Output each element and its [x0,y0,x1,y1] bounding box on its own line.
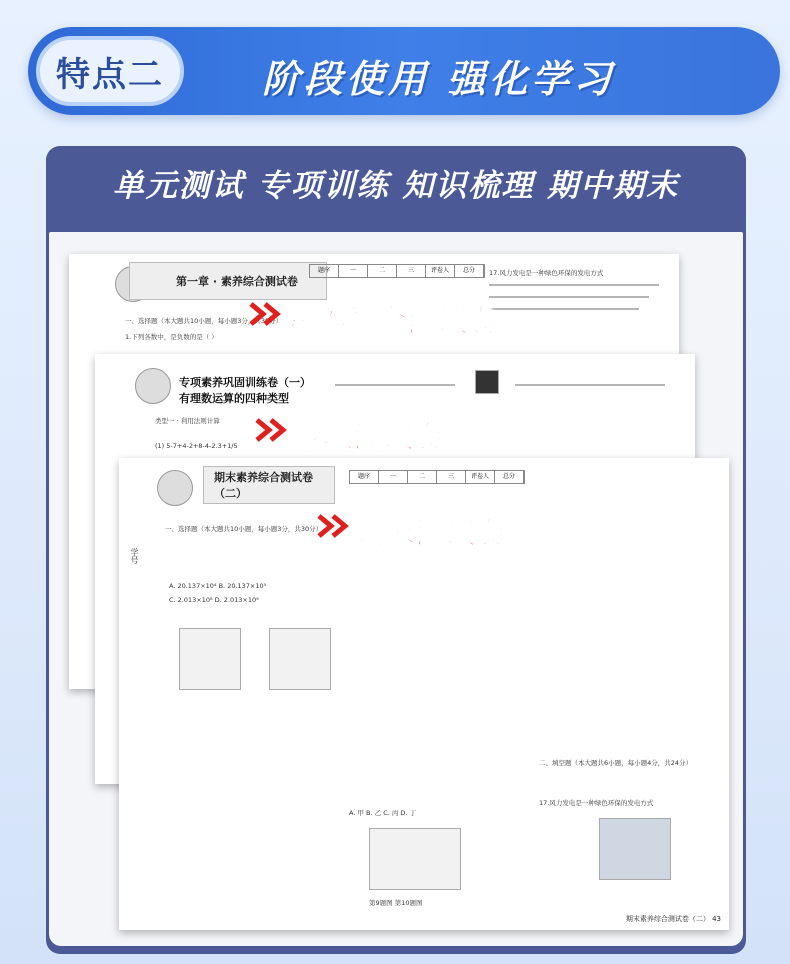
question-text: 一、选择题（本大题共10小题，每小题3分，共30分） [125,317,283,325]
score-table [309,264,485,278]
question-text: C. 2.013×10⁸ D. 2.013×10⁹ [169,596,259,604]
score-cell: 二 [408,471,437,483]
score-cell: 一 [379,471,408,483]
overlay-label-special-test: 专项测试卷 [293,420,443,455]
text-line [489,296,649,298]
question-text: 1.下列各数中，是负数的是（ ） [125,333,218,341]
cartoon-icon [135,368,171,404]
figure-image [179,628,241,690]
question-text: (1) 5-7+4-2+8-4-2.3+1/5 [155,442,238,450]
sheet-title: 期末素养综合测试卷（二） [203,466,335,504]
windmill-figure [599,818,671,880]
text-line [335,384,455,386]
score-cell: 题序 [350,471,379,483]
margin-label: 学号 [130,548,139,564]
question-text: 类型一 · 利用法则计算 [155,417,220,425]
cartoon-icon [157,470,193,506]
text-line [489,284,659,286]
overlay-label-unit-test: 素养综合测试卷 [287,304,497,339]
overlay-label-final-test: 期末测试卷 [355,516,505,551]
paper-stack [49,232,743,946]
headline: 阶段使用 强化学习 [262,57,616,101]
chevron-right-icon [317,512,351,540]
text-line [515,384,665,386]
question-text: A. 甲 B. 乙 C. 丙 D. 丁 [349,809,417,817]
score-cell: 总分 [495,471,524,483]
score-cell: 三 [397,265,426,277]
chevron-right-icon [255,416,289,444]
text-line [489,308,639,310]
figure-caption: 第9题图 第10题图 [369,899,423,907]
question-text: 二、填空题（本大题共6小题，每小题4分，共24分） [539,759,693,767]
qr-code-icon [475,370,499,394]
chevron-right-icon [249,300,283,328]
question-text: 一、选择题（本大题共10小题，每小题3分，共30分） [165,525,323,533]
score-cell: 题序 [310,265,339,277]
question-text: A. 20.137×10⁴ B. 20.137×10⁵ [169,582,267,590]
score-cell: 评卷人 [426,265,455,277]
sheet-title: 第一章 · 素养综合测试卷 [129,262,327,300]
panel-subtitle: 单元测试 专项训练 知识梳理 期中期末 [112,168,680,204]
score-cell: 评卷人 [466,471,495,483]
feature-badge: 特点二 [36,36,184,106]
score-cell: 三 [437,471,466,483]
score-cell: 总分 [455,265,484,277]
question-text: 17.风力发电是一种绿色环保的发电方式 [539,799,654,807]
score-table [349,470,525,484]
hand-figure [369,828,461,890]
sheet-title: 专项素养巩固训练卷（一）有理数运算的四种类型 [179,376,311,405]
page-footer: 期末素养综合测试卷（二） 43 [625,915,721,923]
score-cell: 一 [339,265,368,277]
question-text: 17.风力发电是一种绿色环保的发电方式 [489,269,604,277]
score-cell: 二 [368,265,397,277]
figure-image [269,628,331,690]
